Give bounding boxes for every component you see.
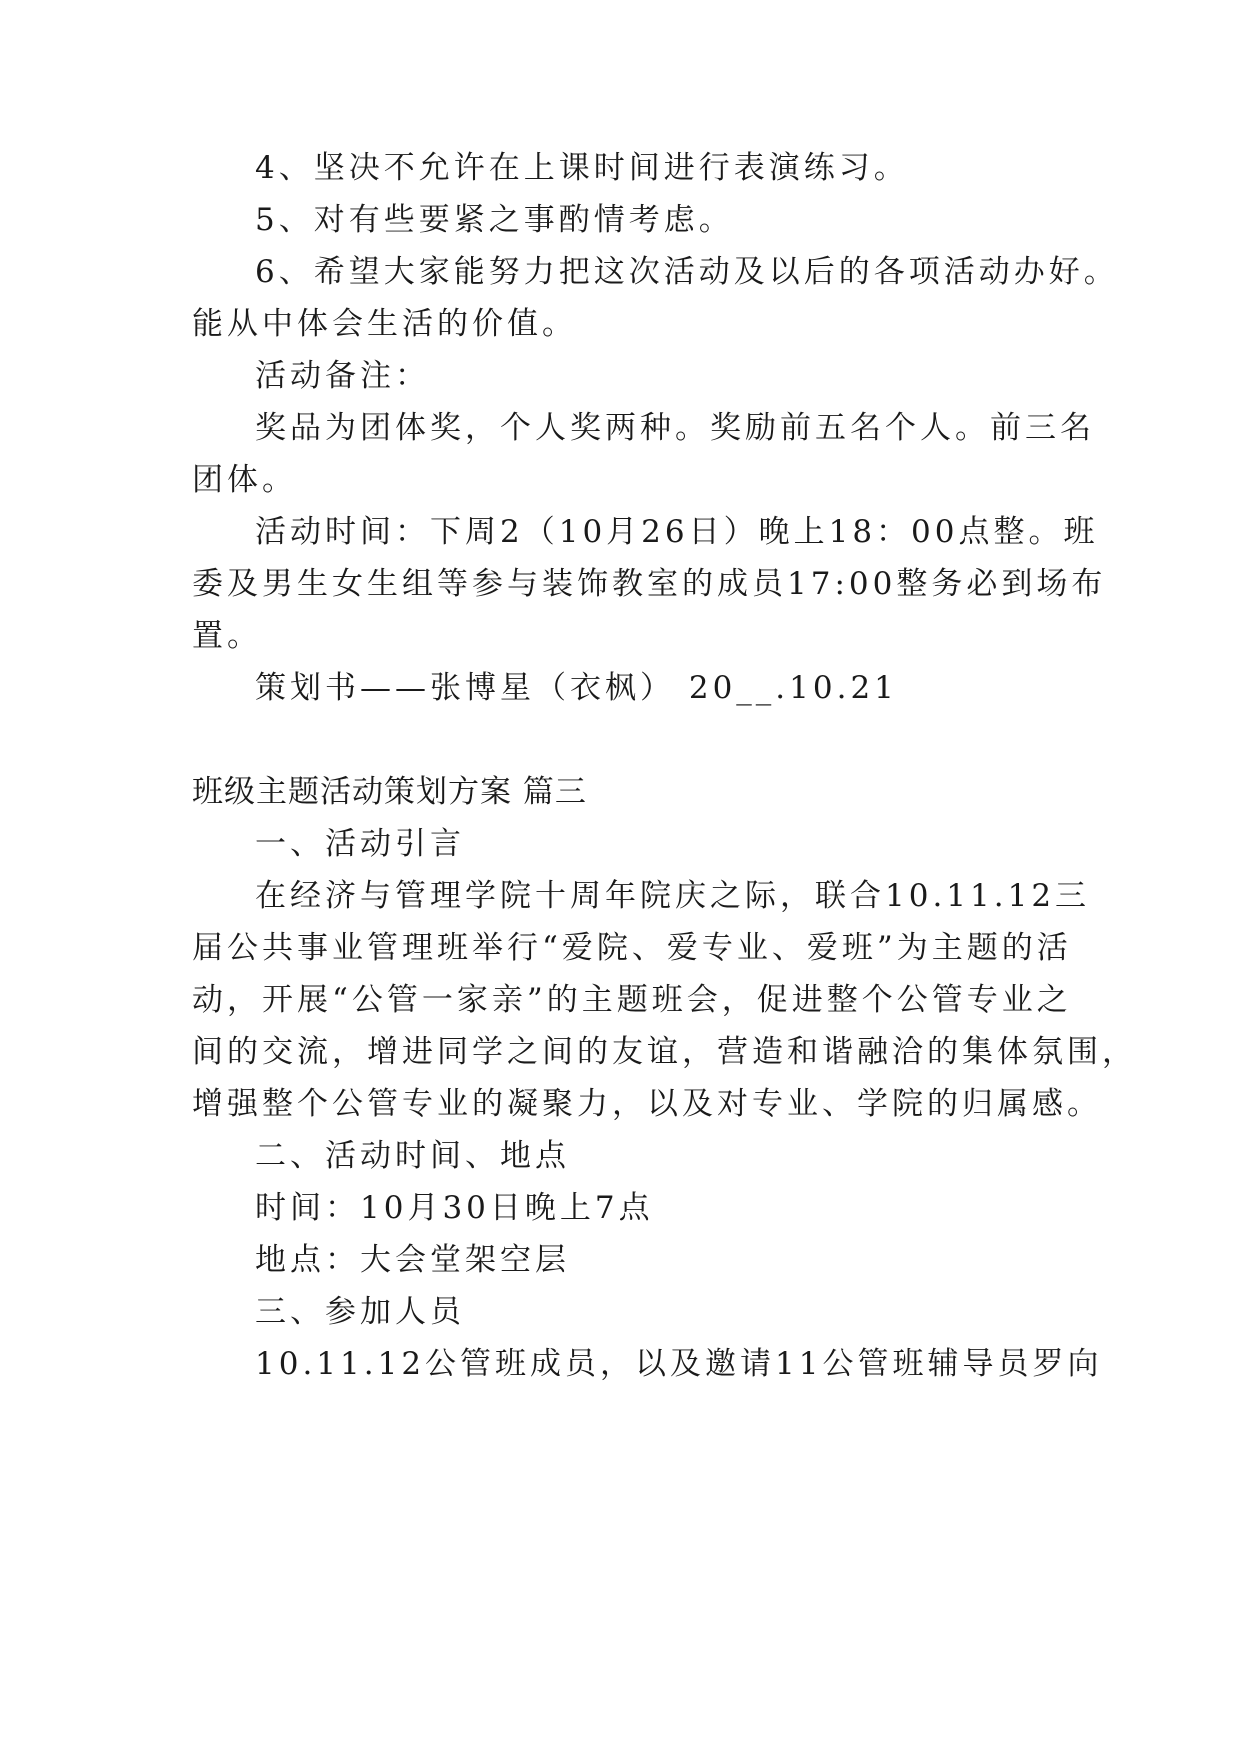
section-title: 班级主题活动策划方案 篇三 xyxy=(192,774,587,810)
paragraph-line: 间的交流，增进同学之间的友谊，营造和谐融洽的集体氛围， xyxy=(192,1034,1137,1070)
paragraph-line: 时间：10月30日晚上7点 xyxy=(255,1190,654,1226)
paragraph-line: 奖品为团体奖，个人奖两种。奖励前五名个人。前三名 xyxy=(255,410,1095,446)
subheading: 三、参加人员 xyxy=(255,1294,465,1330)
subheading: 二、活动时间、地点 xyxy=(255,1138,570,1174)
paragraph-line: 活动备注： xyxy=(255,358,430,394)
paragraph-line: 活动时间：下周2（10月26日）晚上18：00点整。班 xyxy=(255,514,1099,550)
paragraph-line: 地点：大会堂架空层 xyxy=(255,1242,570,1278)
paragraph-line: 团体。 xyxy=(192,462,297,498)
paragraph-line: 在经济与管理学院十周年院庆之际，联合10.11.12三 xyxy=(255,878,1091,914)
paragraph-line: 届公共事业管理班举行“爱院、爱专业、爱班”为主题的活 xyxy=(192,930,1072,966)
signature-line: 策划书——张博星（衣枫） 20__.10.21 xyxy=(255,670,898,706)
paragraph-line: 增强整个公管专业的凝聚力，以及对专业、学院的归属感。 xyxy=(192,1086,1102,1122)
paragraph-line: 5、对有些要紧之事酌情考虑。 xyxy=(255,202,734,238)
paragraph-line: 10.11.12公管班成员，以及邀请11公管班辅导员罗向 xyxy=(255,1346,1103,1382)
subheading: 一、活动引言 xyxy=(255,826,465,862)
paragraph-line: 4、坚决不允许在上课时间进行表演练习。 xyxy=(255,150,909,186)
paragraph-line: 动，开展“公管一家亲”的主题班会，促进整个公管专业之 xyxy=(192,982,1072,1018)
paragraph-line: 置。 xyxy=(192,618,262,654)
paragraph-line: 6、希望大家能努力把这次活动及以后的各项活动办好。 xyxy=(255,254,1119,290)
paragraph-line: 委及男生女生组等参与装饰教室的成员17:00整务必到场布 xyxy=(192,566,1107,602)
paragraph-line: 能从中体会生活的价值。 xyxy=(192,306,577,342)
